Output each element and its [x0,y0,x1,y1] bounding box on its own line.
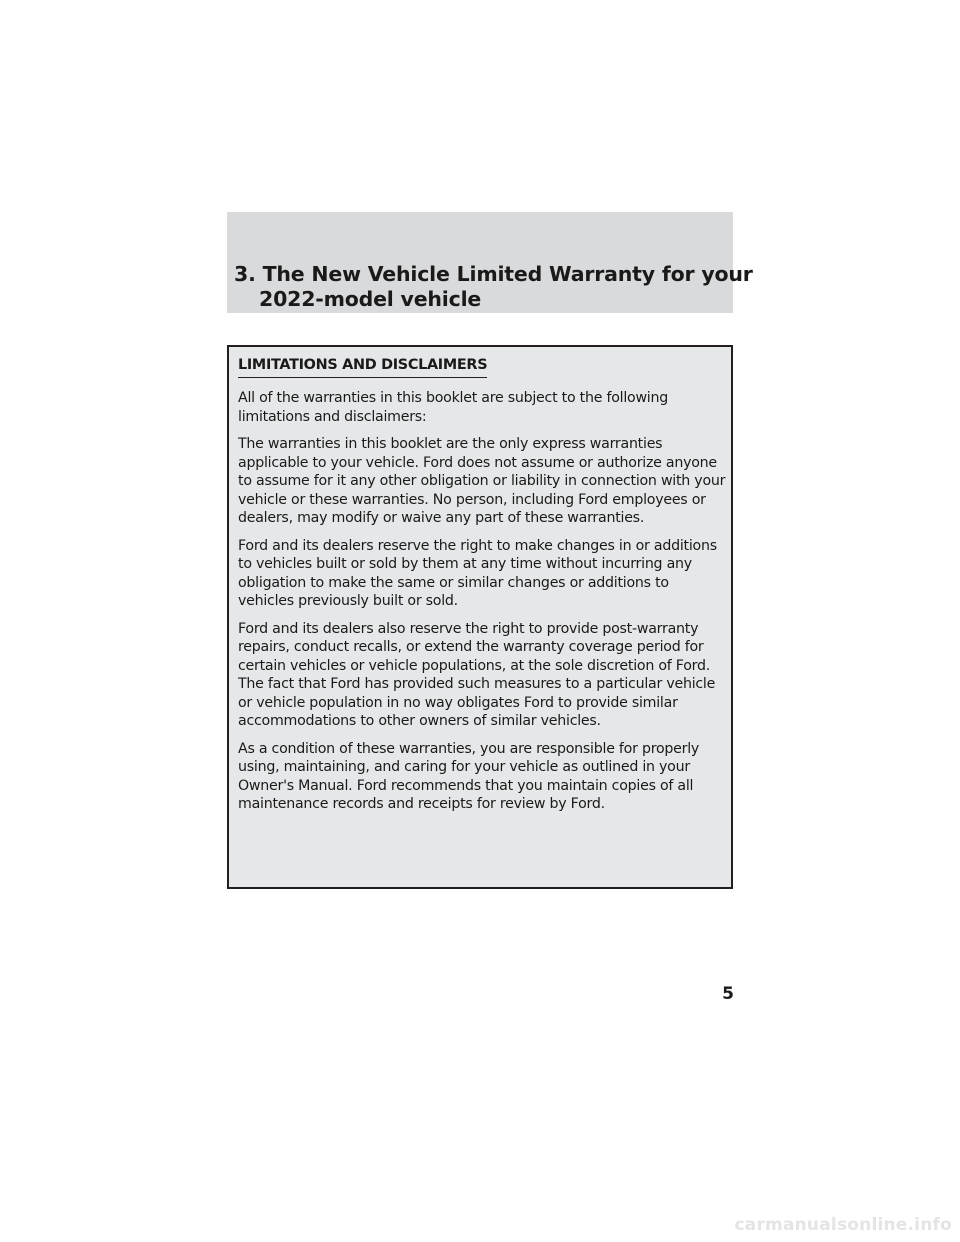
page-number: 5 [722,984,734,1004]
chapter-title-line-2: 2022-model vehicle [259,287,482,311]
paragraph-intro: All of the warranties in this booklet are subject to the following limitations and disclaimers: [238,390,668,425]
limitations-disclaimers-box [227,345,733,889]
paragraph-post-warranty: Ford and its dealers also reserve the right to provide post-warranty repairs, conduct recalls, or extend the warranty coverage period for certain vehicles or vehicle populations, at the sole discretion of Ford. The fact that Ford has provided such measures to a particular vehicle or vehicle population in no way obligates Ford to provide similar accommodations to other owners of similar vehicles. [238,620,716,729]
chapter-title-line-1: 3. The New Vehicle Limited Warranty for your [234,262,753,286]
paragraph-owner-responsibility: As a condition of these warranties, you are responsible for properly using, maintaining, and caring for your vehicle as outlined in your Owner's Manual. Ford recommends that you maintain copies of all maintenance records and receipts for review by Ford. [238,740,700,812]
watermark: carmanualsonline.info [734,1215,952,1235]
section-heading: LIMITATIONS AND DISCLAIMERS [238,356,487,378]
paragraph-right-to-change: Ford and its dealers reserve the right to make changes in or additions to vehicles built or sold by them at any time without incurring any obligation to make the same or similar changes or additions to vehicles previously built or sold. [238,537,717,609]
chapter-title [234,262,753,312]
section-body [238,389,728,823]
paragraph-express-warranties: The warranties in this booklet are the only express warranties applicable to your vehicle. Ford does not assume or authorize anyone to assume for it any other obligation or liability in connection with your vehicle or these warranties. No person, including Ford employees or dealers, may modify or waive any part of these warranties. [238,436,726,526]
